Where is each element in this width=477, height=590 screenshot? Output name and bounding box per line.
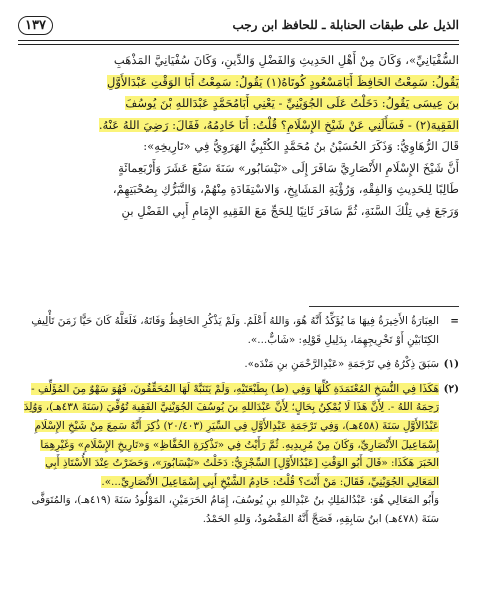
highlighted-text: يَقُولُ: سَمِعْتُ الحَافِظَ أَبَامَسْعُودٍ كُوتَاهُ(١) يَقُولُ: سَمِعْتُ أَبَا الوَقْتِ عَبْدَالأَوَّلِ [106, 74, 459, 89]
highlighted-text: بنَ عِيسَى يَقُولُ: دَخَلْتُ عَلَى الجُوَيْنِيِّ - يَعْنِي أَبَامُحَمَّدٍ عَبْدَاللهِ بْنَ يُوسُفَ [125, 96, 459, 110]
footnote-continued [18, 312, 459, 349]
main-text [18, 50, 459, 222]
footnote-text: سَبَقَ ذِكْرُهُ فِي تَرْجَمَةِ «عَبْدِالرَّحْمَنِ بنِ مَنْدَه». [244, 358, 439, 371]
main-line: أَنَّ شَيْخَ الإِسْلَامِ الأَنْصَارِيَّ سَافَرَ إِلَى «نَيْسَابُور» سَنَةَ سَبْعَ عَشَرَ وَأَرْبَعِمائَةٍ [118, 160, 459, 175]
main-line: السُّفْيَانِيِّ»، وَكَانَ مِنْ أَهْلِ الحَدِيثِ وَالفَضْلِ وَالدِّينِ، وَكَانَ سُفْيَانِيَّ المَذْهَبِ [113, 53, 459, 67]
highlighted-text: الفَقِيهَ(٢) - فَسَأَلَنِي عَنْ شَيْخِ الإِسْلَامِ؟ قُلْتُ: أَنَا خَادِمُهُ، فَقَالَ: رَضِيَ اللهُ عَنْهُ. [98, 117, 459, 132]
main-line [18, 115, 459, 137]
footnote-2-tail [18, 491, 459, 528]
footnotes [18, 312, 459, 529]
footnote-marker: (٢) [443, 382, 459, 395]
main-line: قَالَ الرُّهَاوِيُّ: وَذَكَرَ الحُسَيْنُ بنُ مُحَمَّدٍ الكُتْبِيُّ الهَرَوِيُّ فِي «تَارِيخِهِ»: [143, 139, 459, 153]
footnote-divider [309, 306, 459, 307]
footnote-2 [18, 380, 459, 492]
highlighted-text: هَكَذَا فِي النُّسَخِ المُعْتَمَدَةِ كُلِّهَا وَفِي (ط) بِطَبْعَتَيْهِ، وَلَمْ يَتَنَبَّهْ لَهَا المُحَقِّقُونَ، فَهُوَ سَهْوٌ مِنَ المُؤَلِّفِ - رَحِمَهُ اللهُ -. لِأَنَّ هَذَا لَا يُمْكِنُ بِحَالٍ؛ لِأَنَّ عَبْدَاللهِ بنَ يُوسُفَ الجُوَيْنِيَّ الفَقِيهَ تُوُفِّيَ (سَنَةَ ٤٣٨هـ)، وَوُلِدَ عَبْدُالأَوَّلِ سَنَةَ (٤٥٨هـ)، وَفِي تَرْجَمَةِ عَبْدِالأَوَّلِ فِي السِّيَرِ (٢٠/٤٠٣) ذُكِرَ أَنَّهُ سَمِعَ مِنْ شَيْخِ الإِسْلَامِ إِسْمَاعِيلَ الأَنْصَارِيِّ، وَكَانَ مِنْ مُرِيدِيهِ. ثُمَّ رَأَيْتُ فِي «تَذْكِرَةِ الحُفَّاظِ» وَ«تَارِيخِ الإِسْلَامِ» وَغَيْرِهِمَا الخَبَرَ هَكَذَا: «قَالَ أَبُو الوَقْتِ [عَبْدُالأَوَّلِ] السِّجْزِيُّ: دَخَلْتُ «نَيْسَابُورَ»، وَحَضَرْتُ عِنْدَ الأُسْتَاذِ أَبِي المَعَالِي الجُوَيْنِيِّ، فَقَالَ: مَنْ أَنْتَ؟ قُلْتُ: خَادِمُ الشَّيْخِ أَبِي إِسْمَاعِيلَ الأَنْصَارِيِّ...». [23, 382, 439, 488]
page-number: ١٣٧ [18, 16, 53, 35]
footnote-marker: (١) [443, 358, 459, 371]
footnote-marker: = [450, 315, 459, 327]
main-line [18, 72, 459, 94]
main-line [18, 93, 459, 115]
main-line: وَرَجَعَ فِي تِلْكَ السَّنَةِ، ثُمَّ سَافَرَ ثَانِيًا لِلحَجِّ مَعَ الفَقِيهِ الإِمَامِ أَبِي الفَضْلِ بنِ [121, 203, 459, 218]
footnote-text: وَأَبُو المَعَالِي هُوَ: عَبْدُالمَلِكِ بنُ عَبْدِاللهِ بنِ يُوسُفَ، إِمَامُ الحَرَمَيْنِ، المَوْلُودُ سَنَةَ (٤١٩هـ)، وَالمُتَوَفَّى سَنَةَ (٤٧٨هـ) ابنُ سَابِقِهِ، فَصَحَّ أَنَّهُ المَقْصُودُ، وَللهِ الحَمْدُ. [31, 494, 439, 525]
footnote-1 [18, 355, 459, 374]
main-line: طَالِبًا لِلحَدِيثِ وَالفِقْهِ، وَرُؤْيَةِ المَشَايِخِ، وَالاسْتِفَادَةِ مِنْهُمْ، وَالتَّبَرُّكِ بِصُحْبَتِهِمْ، [112, 182, 459, 196]
running-header [18, 12, 459, 38]
footnote-text: العِبَارَةُ الأَخِيرَةُ فِيهَا مَا يُؤَكِّدُ أَنَّهُ هُوَ، وَاللهُ أَعْلَمُ. وَلَمْ يَذْكُرِ الحَافِظُ وَفَاتَهُ، فَلَعَلَّهُ كَانَ حَيًّا زَمَنَ تَأْلِيفِ الكِتَابَيْنِ أَوْ تَخْرِيجِهِمَا، بِدَلِيلِ قَوْلِهِ: «شَابٌّ...». [31, 315, 439, 346]
footnote-text [18, 380, 439, 492]
header-rule [18, 40, 459, 45]
running-title: الذيل على طبقات الحنابلة ـ للحافظ ابن رجب [232, 18, 459, 32]
